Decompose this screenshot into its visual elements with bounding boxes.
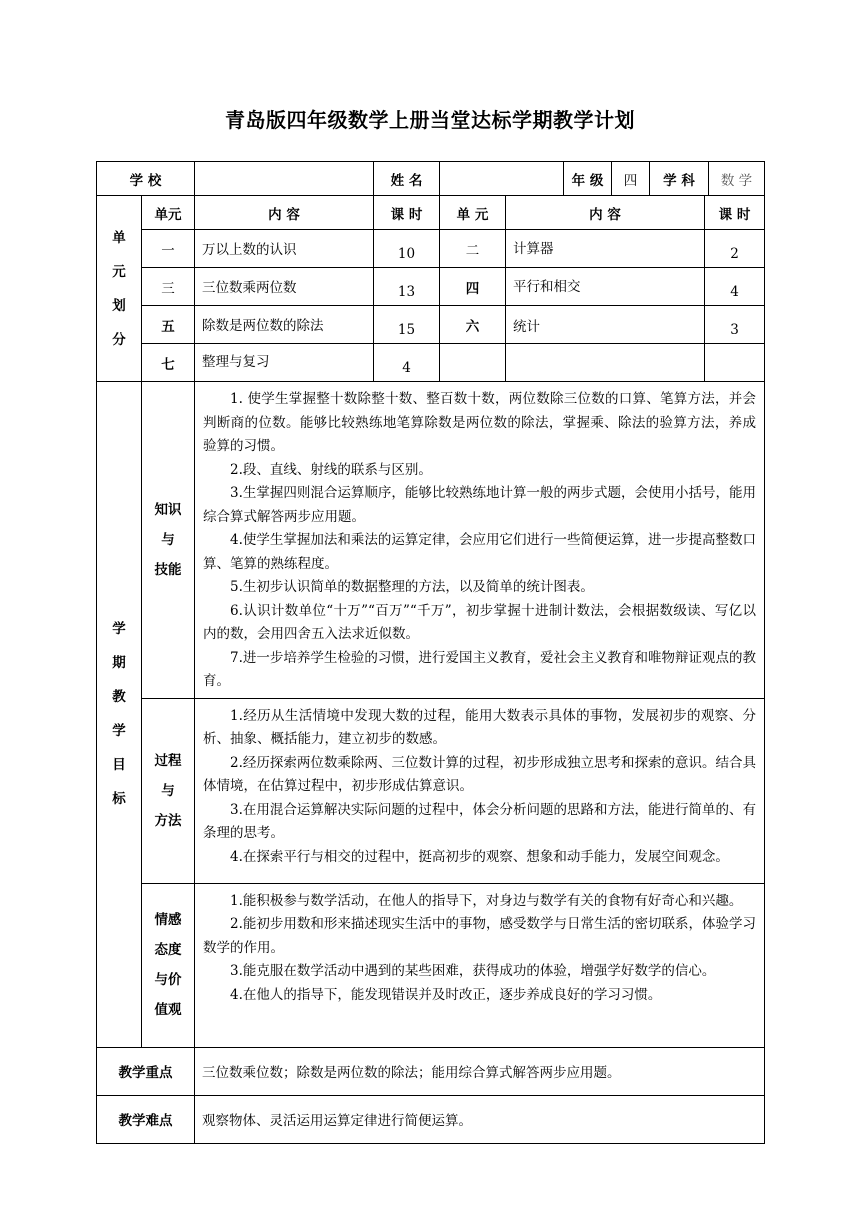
key-points-row	[97, 1047, 765, 1095]
unit-number: 五	[142, 306, 195, 344]
table-row	[97, 344, 765, 382]
list-item: 4.在他人的指导下，能发现错误并及时改正，逐步养成良好的学习习惯。	[230, 986, 662, 1003]
unit-number: 四	[440, 268, 506, 306]
units-header-row	[97, 196, 765, 230]
list-item: 3.能克服在数学活动中遇到的某些困难，获得成功的体验，增强学好数学的信心。	[230, 963, 716, 979]
process-label: 过程 与 方法	[142, 698, 195, 883]
knowledge-content	[195, 382, 765, 699]
unit-content: 统计	[506, 306, 705, 344]
list-item: 2.能初步用数和形来描述现实生活中的事物，感受数学与日常生活的密切联系，体验学习数学的作用。	[203, 916, 757, 956]
col-unit-2: 单 元	[440, 196, 506, 230]
unit-number: 三	[142, 268, 195, 306]
list-item: 2.经历探索两位数乘除两、三位数计算的过程，初步形成独立思考和探索的意识。结合具体情境，在估算过程中，初步形成估算意识。	[203, 754, 757, 794]
key-points-label: 教学重点	[97, 1047, 195, 1095]
unit-hours: 2	[705, 230, 765, 268]
list-item: 3.生掌握四则混合运算顺序，能够比较熟练地计算一般的两步式题，会使用小括号，能用综合算式解答两步应用题。	[203, 485, 757, 525]
page-title: 青岛版四年级数学上册当堂达标学期教学计划	[225, 108, 635, 132]
list-item: 7.进一步培养学生检验的习惯，进行爱国主义教育，爱社会主义教育和唯物辩证观点的教育。	[203, 649, 757, 689]
key-points-text: 三位数乘位数；除数是两位数的除法；能用综合算式解答两步应用题。	[195, 1047, 765, 1095]
unit-content: 万以上数的认识	[195, 230, 374, 268]
goals-section-label: 学 期 教 学 目 标	[97, 382, 142, 1048]
difficult-points-label: 教学难点	[97, 1095, 195, 1143]
unit-number: 一	[142, 230, 195, 268]
unit-content: 整理与复习	[195, 344, 374, 382]
unit-content	[506, 344, 705, 382]
table-row	[97, 268, 765, 306]
list-item: 4.使学生掌握加法和乘法的运算定律，会应用它们进行一些简便运算，进一步提高整数口算、笔算的熟练程度。	[203, 532, 757, 572]
goal-emotion-row	[97, 883, 765, 1047]
unit-content: 三位数乘两位数	[195, 268, 374, 306]
subject-label: 学 科	[650, 162, 709, 195]
list-item: 6.认识计数单位“十万”“百万”“千万”，初步掌握十进制计数法，会根据数级读、写亿以内的数，会用四舍五入法求近似数。	[203, 602, 757, 642]
list-item: 4.在探索平行与相交的过程中，挺高初步的观察、想象和动手能力，发展空间观念。	[230, 848, 729, 865]
list-item: 1. 使学生掌握整十数除整十数、整百数十数，两位数除三位数的口算、笔算方法，并会判断商的位数。能够比较熟练地笔算除数是两位数的除法，掌握乘、除法的验算方法，养成验算的习惯。	[203, 391, 757, 454]
col-unit: 单元	[142, 196, 195, 230]
list-item: 2.段、直线、射线的联系与区别。	[230, 461, 432, 478]
name-field[interactable]	[440, 162, 564, 196]
list-item: 5.生初步认识简单的数据整理的方法，以及简单的统计图表。	[230, 579, 594, 595]
unit-hours	[705, 344, 765, 382]
unit-content: 除数是两位数的除法	[195, 306, 374, 344]
name-label: 姓 名	[374, 162, 440, 196]
col-content-2: 内 容	[506, 196, 705, 230]
col-hours: 课 时	[374, 196, 440, 230]
unit-hours: 4	[374, 344, 440, 382]
unit-content: 计算器	[506, 230, 705, 268]
school-field[interactable]	[195, 162, 374, 196]
unit-hours: 3	[705, 306, 765, 344]
grade-value: 四	[612, 162, 650, 195]
list-item: 1.能积极参与数学活动，在他人的指导下，对身边与数学有关的食物有好奇心和兴趣。	[230, 892, 743, 909]
col-hours-2: 课 时	[705, 196, 765, 230]
goal-process-row	[97, 698, 765, 883]
knowledge-label: 知识 与 技能	[142, 382, 195, 699]
col-content: 内 容	[195, 196, 374, 230]
emotion-content	[195, 883, 765, 1047]
unit-number: 七	[142, 344, 195, 382]
unit-hours: 4	[705, 268, 765, 306]
unit-hours: 10	[374, 230, 440, 268]
list-item: 1.经历从生活情境中发现大数的过程，能用大数表示具体的事物，发展初步的观察、分析、抽象、概括能力，建立初步的数感。	[203, 707, 757, 747]
unit-number: 二	[440, 230, 506, 268]
unit-content: 平行和相交	[506, 268, 705, 306]
difficult-points-text: 观察物体、灵活运用运算定律进行简便运算。	[195, 1095, 765, 1143]
emotion-label: 情感 态度 与价 值观	[142, 883, 195, 1047]
process-content	[195, 698, 765, 883]
unit-hours: 13	[374, 268, 440, 306]
list-item: 3.在用混合运算解决实际问题的过程中，体会分析问题的思路和方法，能进行简单的、有条理的思考。	[203, 801, 757, 841]
unit-hours: 15	[374, 306, 440, 344]
teaching-plan-table	[96, 161, 765, 1144]
goal-knowledge-row	[97, 382, 765, 699]
table-row	[97, 230, 765, 268]
units-section-label: 单 元 划 分	[97, 196, 142, 382]
table-row	[97, 306, 765, 344]
unit-number: 六	[440, 306, 506, 344]
subject-value: 数 学	[720, 172, 753, 189]
grade-label: 年 级	[564, 162, 612, 196]
header-row	[97, 162, 765, 196]
difficult-points-row	[97, 1095, 765, 1143]
school-label: 学 校	[97, 162, 195, 196]
unit-number	[440, 344, 506, 382]
